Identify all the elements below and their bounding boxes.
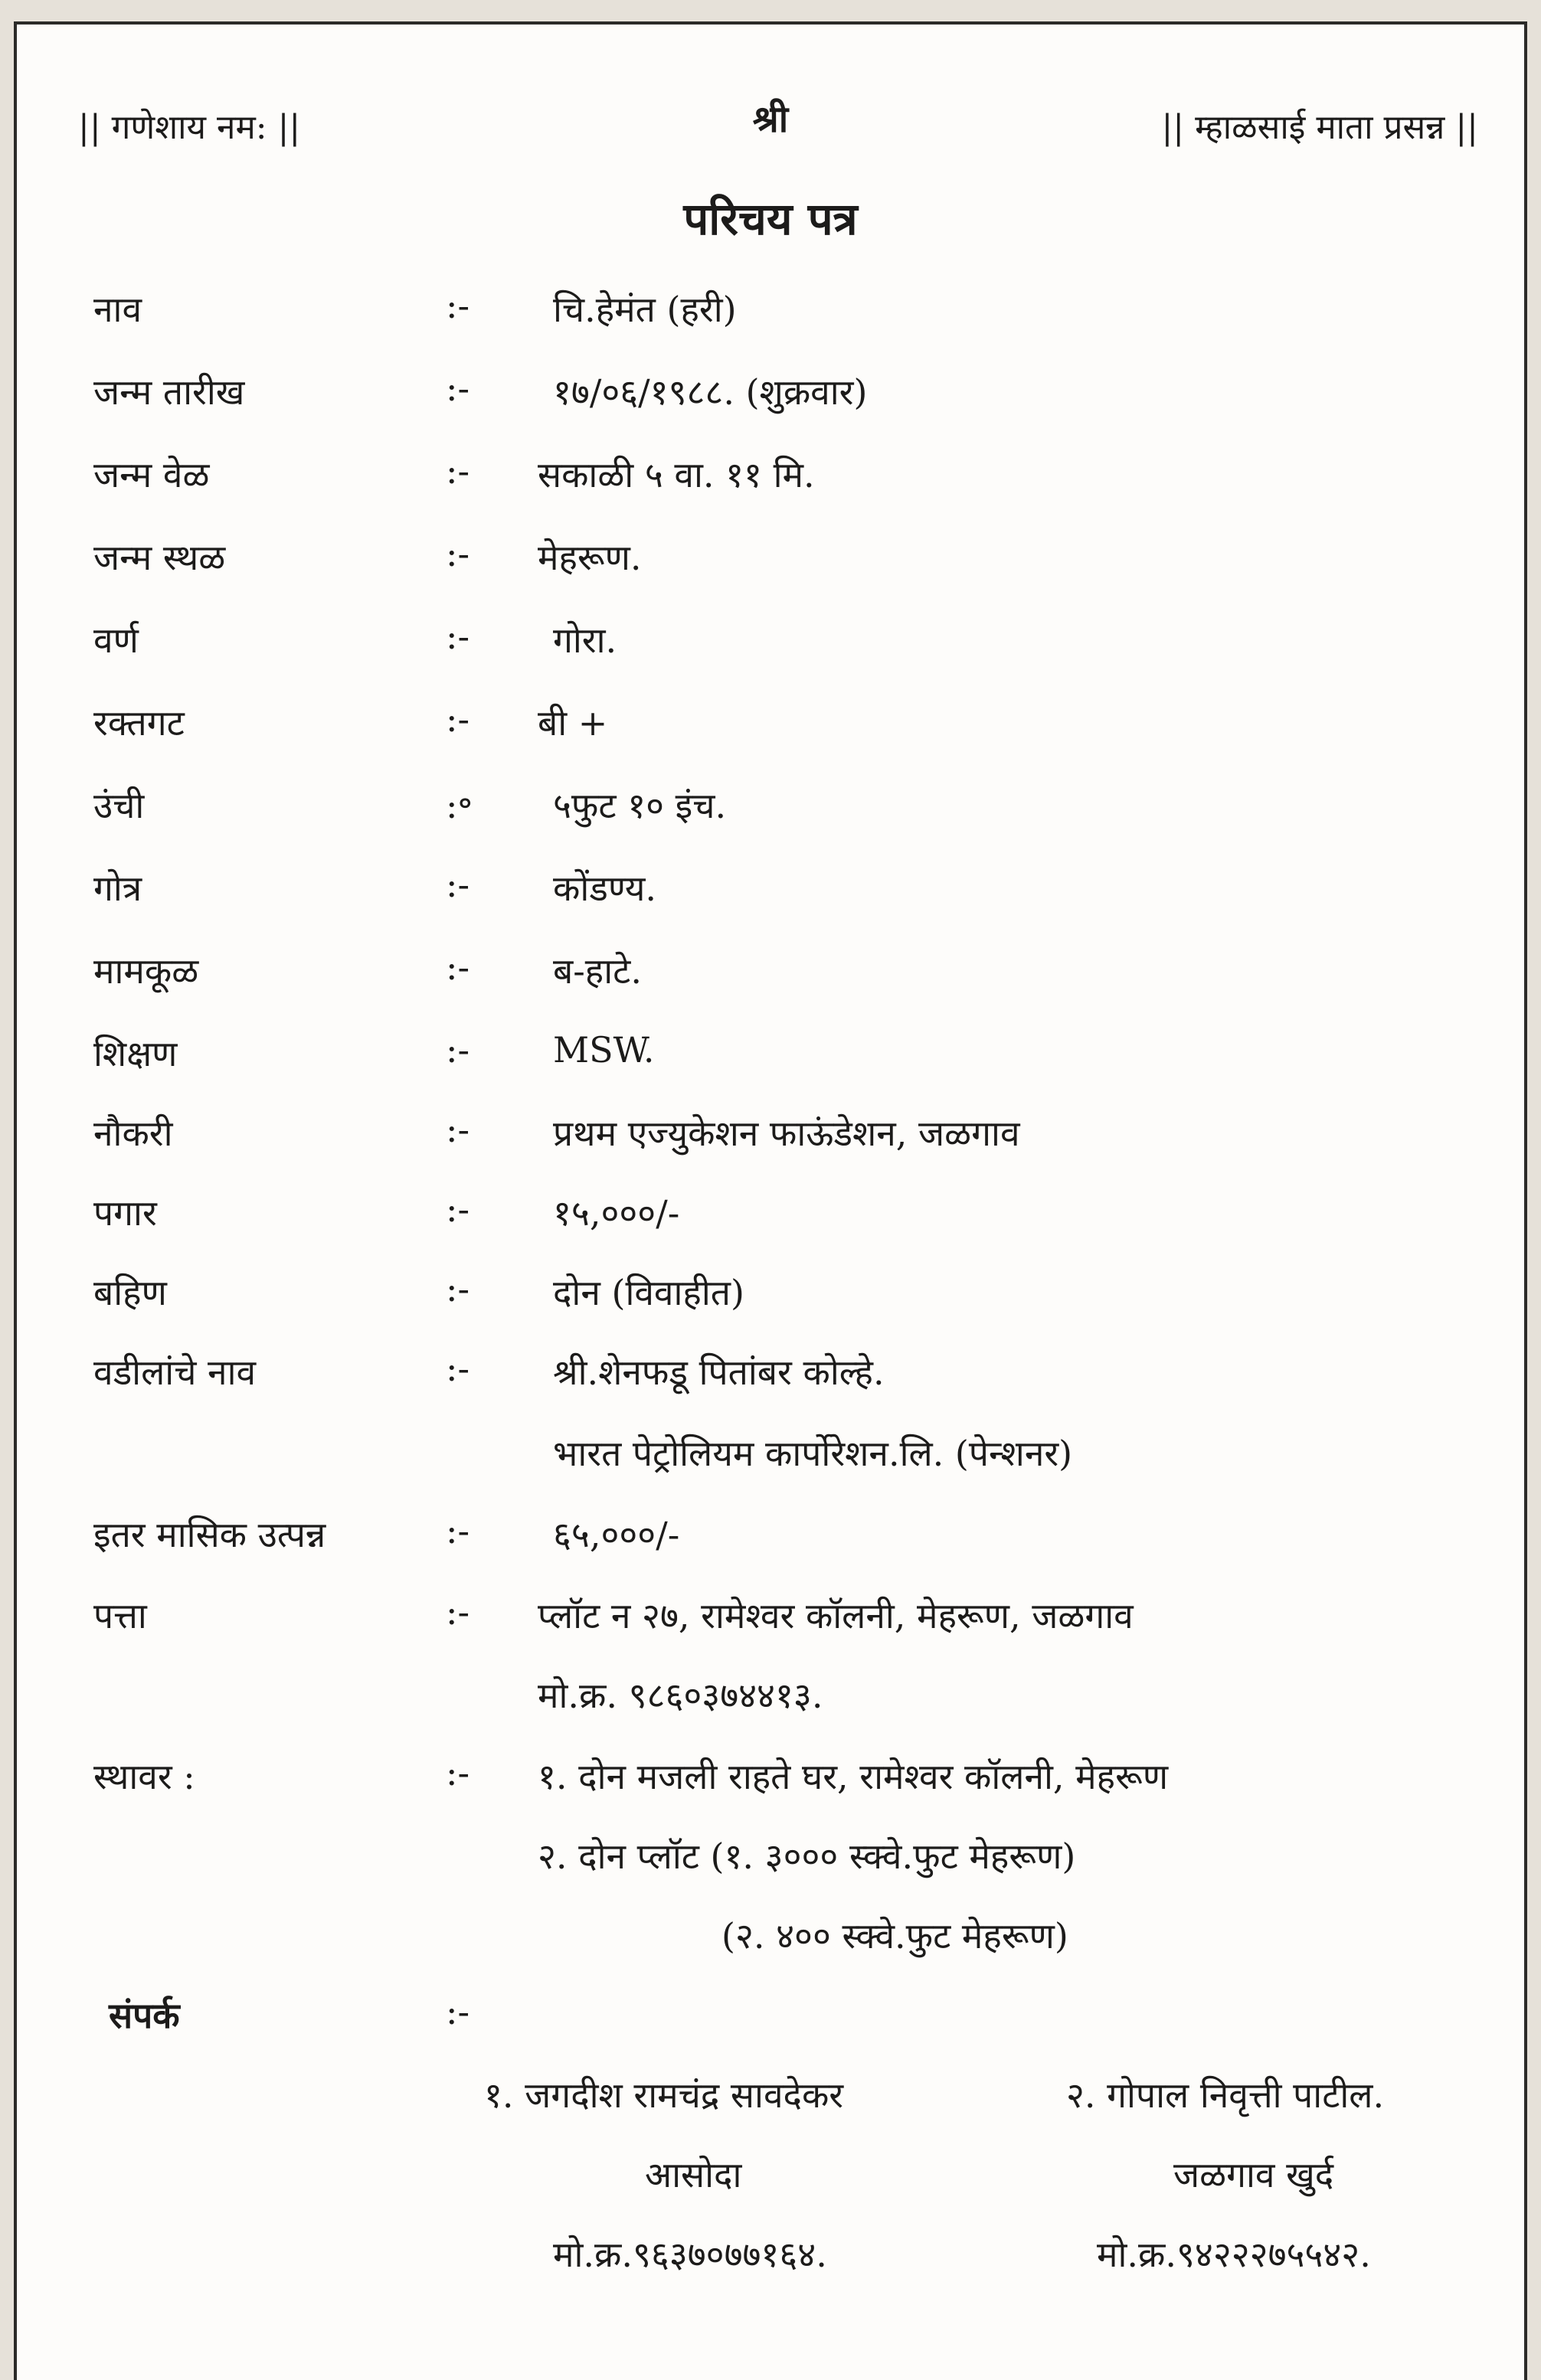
field-value-continuation: भारत पेट्रोलियम कार्पोरेशन.लि. (पेन्शनर) [553, 1433, 1073, 1474]
field-label: शिक्षण [93, 1033, 178, 1074]
field-value-continuation: २. दोन प्लॉट (१. ३००० स्क्वे.फुट मेहरूण) [538, 1836, 1076, 1877]
field-label: वर्ण [93, 620, 139, 661]
field-row-salary [17, 1188, 1524, 1257]
field-label: जन्म वेळ [93, 454, 210, 495]
field-value: बी + [538, 702, 608, 744]
field-value-continuation: (२. ४०० स्क्वे.फुट मेहरूण) [721, 1915, 1068, 1957]
field-row-education [17, 1029, 1524, 1098]
field-label: नाव [93, 289, 142, 330]
field-label: पत्ता [93, 1595, 147, 1636]
field-separator: :॰ [446, 785, 473, 826]
field-separator: :- [446, 1348, 470, 1389]
field-row-blood-group [17, 698, 1524, 767]
field-separator: :- [446, 1752, 470, 1793]
header-invocation-right: || म्हाळसाई माता प्रसन्न || [1161, 108, 1478, 147]
field-value: १५,०००/- [553, 1192, 680, 1234]
field-separator: :- [446, 698, 470, 740]
field-value: सकाळी ५ वा. ११ मि. [538, 454, 815, 495]
field-label: मामकूळ [93, 950, 199, 992]
header-invocation-left: || गणेशाय नम: || [78, 108, 301, 147]
field-row-sisters [17, 1268, 1524, 1337]
field-value: १. दोन मजली राहते घर, रामेश्वर कॉलनी, मेहरूण [538, 1756, 1169, 1797]
header [17, 80, 1524, 147]
contact-phone: मो.क्र.९६३७०७७१६४. [553, 2234, 827, 2275]
field-separator: :- [446, 533, 470, 574]
field-separator: :- [446, 946, 470, 988]
field-row-job [17, 1109, 1524, 1178]
field-row-maternal-family [17, 946, 1524, 1015]
field-label: जन्म स्थळ [93, 537, 226, 578]
contact-place: जळगाव खुर्द [1173, 2154, 1334, 2195]
field-label: गोत्र [93, 868, 142, 909]
field-row-property [17, 1752, 1524, 1821]
field-value-continuation: मो.क्र. ९८६०३७४४१३. [538, 1675, 823, 1716]
field-row-complexion [17, 616, 1524, 685]
field-row-other-income [17, 1510, 1524, 1579]
contact-name: २. गोपाल निवृत्ती पाटील. [1066, 2074, 1385, 2116]
field-separator: :- [446, 1991, 470, 2032]
field-separator: :- [446, 616, 470, 657]
field-label: नौकरी [93, 1113, 173, 1154]
field-value: कोंडण्य. [553, 868, 657, 909]
field-value: दोन (विवाहीत) [553, 1272, 744, 1313]
contact-phone: मो.क्र.९४२२२७५५४२. [1097, 2234, 1371, 2275]
field-row-birth-time [17, 450, 1524, 519]
field-row-father-name [17, 1348, 1524, 1417]
field-row-name [17, 285, 1524, 354]
field-row-birth-date [17, 368, 1524, 436]
field-separator: :- [446, 864, 470, 905]
field-label: उंची [93, 785, 145, 826]
field-separator: :- [446, 1109, 470, 1150]
page-title: परिचय पत्र [683, 193, 858, 245]
biodata-sheet [14, 21, 1527, 2380]
field-value: गोरा. [553, 620, 617, 661]
field-label: पगार [93, 1192, 157, 1234]
field-label: रक्तगट [93, 702, 185, 744]
field-value: प्लॉट न २७, रामेश्वर कॉलनी, मेहरूण, जळगाव [538, 1595, 1134, 1636]
field-value: श्री.शेनफडू पितांबर कोल्हे. [553, 1352, 885, 1393]
field-separator: :- [446, 1268, 470, 1309]
field-value: ब-हाटे. [553, 950, 642, 992]
field-row-address [17, 1591, 1524, 1660]
field-row-gotra [17, 864, 1524, 933]
contact-name: १. जगदीश रामचंद्र सावदेकर [484, 2074, 844, 2116]
field-label: स्थावर : [93, 1756, 195, 1797]
field-value: मेहरूण. [538, 537, 642, 578]
field-row-height [17, 781, 1524, 850]
field-separator: :- [446, 450, 470, 492]
contact-row [17, 1991, 1524, 2060]
field-separator: :- [446, 1029, 470, 1071]
header-invocation-center: श्री [752, 98, 789, 141]
field-separator: :- [446, 285, 470, 326]
field-row-birth-place [17, 533, 1524, 602]
field-value: ६५,०००/- [553, 1514, 680, 1555]
field-value: १७/०६/१९८८. (शुक्रवार) [553, 371, 868, 413]
field-value: प्रथम एज्युकेशन फाऊंडेशन, जळगाव [553, 1113, 1020, 1154]
field-separator: :- [446, 1188, 470, 1230]
field-value: चि.हेमंत (हरी) [553, 289, 737, 330]
field-separator: :- [446, 1510, 470, 1551]
field-label: वडीलांचे नाव [93, 1352, 257, 1393]
field-value: ५फुट १० इंच. [553, 785, 727, 826]
field-label: बहिण [93, 1272, 167, 1313]
field-label: जन्म तारीख [93, 371, 245, 413]
contact-place: आसोदा [645, 2154, 742, 2195]
field-label: इतर मासिक उत्पन्न [93, 1514, 326, 1555]
field-value: MSW. [553, 1029, 655, 1071]
contact-heading: संपर्क [109, 1995, 180, 2036]
field-separator: :- [446, 368, 470, 409]
field-separator: :- [446, 1591, 470, 1633]
